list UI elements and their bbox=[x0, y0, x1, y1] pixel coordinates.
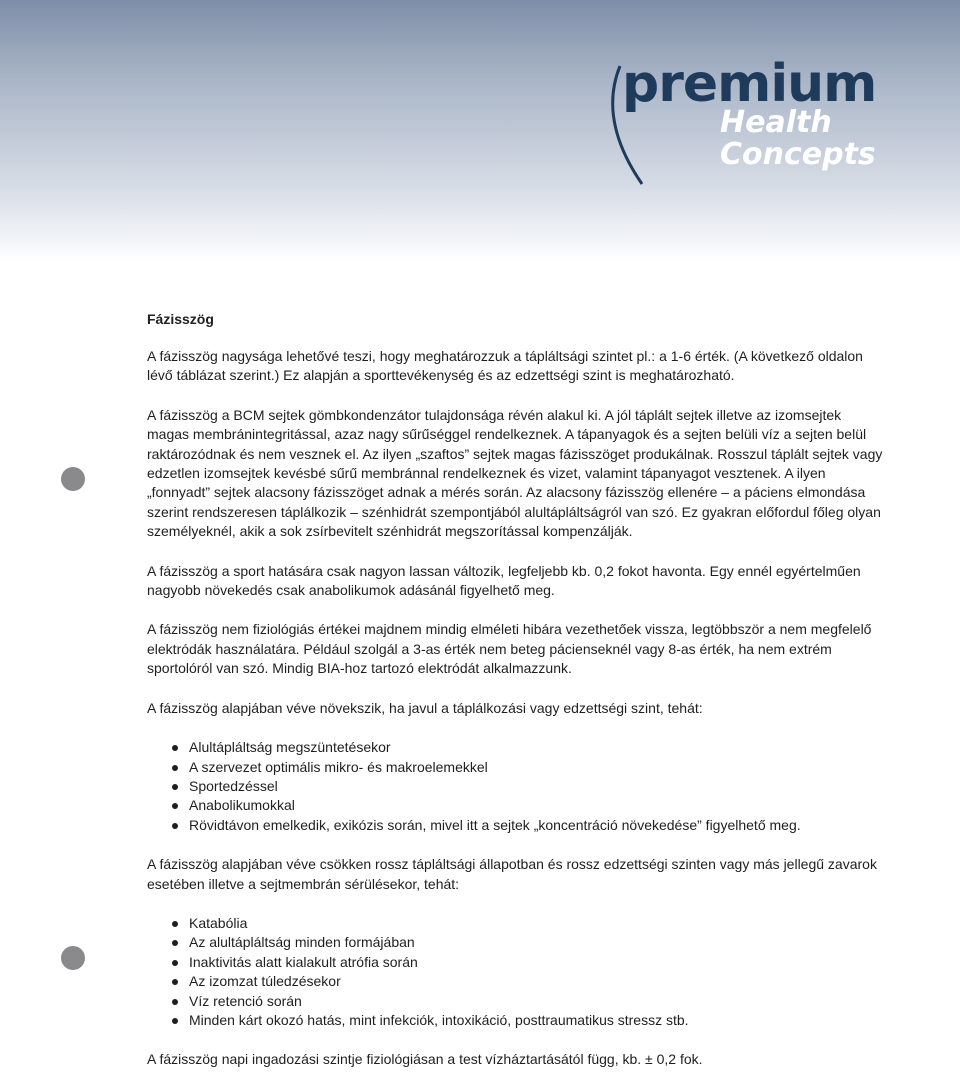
list-item: Minden kárt okozó hatás, mint infekciók, intoxikáció, posttraumatikus stressz stb. bbox=[189, 1011, 887, 1030]
page-header-banner bbox=[0, 0, 960, 262]
binder-hole-icon bbox=[61, 467, 85, 491]
paragraph: A fázisszög a BCM sejtek gömbkondenzátor tulajdonsága révén alakul ki. A jól táplált sejtek illetve az izomsejtek magas membránintegritással, azaz nagy sűrűséggel rendelkeznek. A tápanyagok és a sejten belüli víz a sejten belül raktározódnak és nem vesznek el. Az ilyen „szaftos” sejtek magas fázisszöget produkálnak. Rosszul táplált sejtek vagy edzetlen izomsejtek kevésbé sűrű membránnal rendelkeznek és vizet, valamint tápanyagot vesztenek. A ilyen „fonnyadt” sejtek alacsony fázisszöget adnak a mérés során. Az alacsony fázisszög ellenére – a páciens elmondása szerint rendszeresen táplálkozik – szénhidrát szempontjából alultápláltságról van szó. Ez gyakran előfordul főleg olyan személyeknél, akik a sok zsírbevitelt szénhidrát megszorítással kompenzálják. bbox=[147, 406, 883, 540]
increase-factors-list bbox=[147, 738, 887, 835]
list-item: Alultápláltság megszüntetésekor bbox=[189, 738, 887, 757]
paragraph: A fázisszög a sport hatására csak nagyon lassan változik, legfeljebb kb. 0,2 fokot havonta. Egy ennél egyértelműen nagyobb növekedés csak anabolikumok adásánál figyelhető meg. bbox=[147, 562, 861, 599]
logo-concepts-text: Concepts bbox=[720, 137, 876, 172]
decrease-factors-list bbox=[147, 914, 887, 1030]
list-item: Anabolikumokkal bbox=[189, 796, 887, 815]
paragraph: A fázisszög nem fiziológiás értékei majdnem mindig elméleti hibára vezethetőek vissza, legtöbbször a nem megfelelő elektródák használatára. Például szolgál a 3-as érték nem beteg pácienseknél vagy 8-as érték, ha nem extrém sportolóról van szó. Mindig BIA-hoz tartozó elektródát alkalmazzunk. bbox=[147, 621, 872, 677]
page-title: Fázisszög bbox=[147, 311, 214, 327]
logo-health-text: Health bbox=[720, 105, 832, 140]
paragraph: A fázisszög nagysága lehetővé teszi, hogy meghatározzuk a tápláltsági szintet pl.: a 1-6 érték. (A következő oldalon lévő táblázat szerint.) Ez alapján a sporttevékenység és az edzettségi szint is meghatározható. bbox=[147, 348, 863, 384]
list-item: Az izomzat túledzésekor bbox=[189, 972, 887, 991]
paragraph: A fázisszög alapjában véve növekszik, ha javul a táplálkozási vagy edzettségi szint, tehát: bbox=[147, 699, 703, 716]
list-item: Sportedzéssel bbox=[189, 777, 887, 796]
list-item: Víz retenció során bbox=[189, 992, 887, 1011]
list-item: Az alultápláltság minden formájában bbox=[189, 933, 887, 952]
paragraph: A fázisszög alapjában véve csökken rossz tápláltsági állapotban és rossz edzettségi szinten vagy más jellegű zavarok esetében illetve a sejtmembrán sérülésekor, tehát: bbox=[147, 856, 877, 892]
list-item: Katabólia bbox=[189, 914, 887, 933]
logo-premium-text: premium bbox=[622, 54, 877, 114]
document-body bbox=[147, 310, 887, 1090]
list-item: A szervezet optimális mikro- és makroelemekkel bbox=[189, 758, 887, 777]
binder-hole-icon bbox=[61, 946, 85, 970]
closing-paragraph: A fázisszög napi ingadozási szintje fiziológiásan a test vízháztartásától függ, kb. ± 0,2 fok. bbox=[147, 1051, 703, 1068]
list-item: Inaktivitás alatt kialakult atrófia során bbox=[189, 953, 887, 972]
list-item: Rövidtávon emelkedik, exikózis során, mivel itt a sejtek „koncentráció növekedése” figyelhető meg. bbox=[189, 816, 887, 835]
